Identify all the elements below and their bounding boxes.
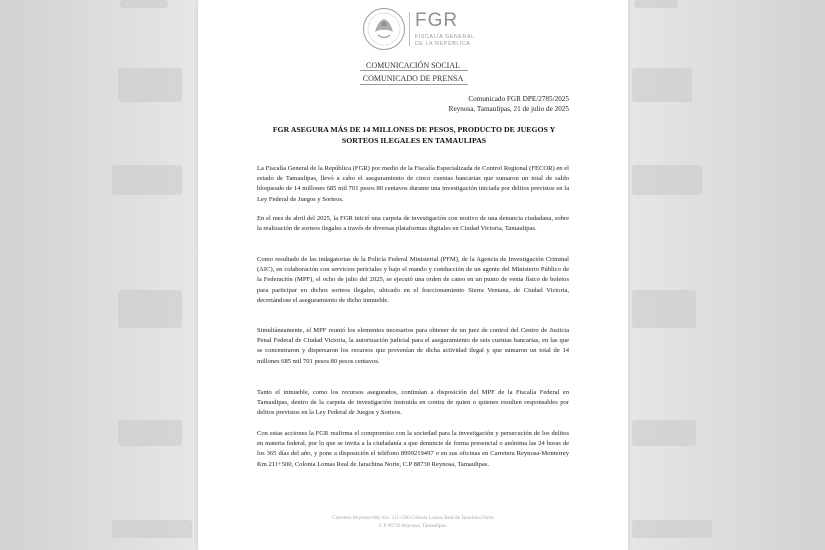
body-paragraph: En el mes de abril del 2025, la FGR inició una carpeta de investigación con motivo de una denuncia ciudadana, sobre la realización de sorteos ilegales a través de diversas plataformas digitales en Ciudad Victoria, Tamaulipas. — [257, 215, 569, 233]
body-paragraph: Con estas acciones la FGR reafirma el compromiso con la sociedad para la investigación y persecución de los delitos en materia federal, por lo que se invita a la ciudadanía a que denuncie de forma presencial o anónima las 24 horas de los 365 días del año, y pone a disposición el teléfono 8999219497 o en sus oficinas en Carretera Reynosa-Monterrey Km 211+500, Colonia Lomas Real de Jarachina Norte, C.P 88730 Reynosa, Tamaulipas. — [257, 430, 569, 468]
blurred-background-shape — [632, 290, 696, 328]
blurred-background-shape — [632, 165, 702, 195]
blurred-background-shape — [632, 420, 696, 446]
body-paragraph: Como resultado de las indagatorias de la Policía Federal Ministerial (PFM), de la Agencia de Investigación Criminal (AIC), en colaboración con servicios periciales y bajo el mando y conducción de un agente del Ministerio Público de la Federación (MPF), el ocho de julio del 2025, se ejecutó una orden de cateo en un punto de venta físico de boletos para participar en dichos sorteos ilegales, ubicado en el fraccionamiento Sierra Ventana, de Ciudad Victoria, decretándose el aseguramiento de dicho inmueble. — [257, 256, 569, 304]
blurred-background-shape — [632, 68, 692, 102]
blurred-background-shape — [118, 68, 182, 102]
blurred-background-left — [0, 0, 198, 550]
blurred-background-shape — [112, 520, 192, 538]
body-paragraph: Tanto el inmueble, como los recursos asegurados, continúan a disposición del MPF de la Fiscalía Federal en Tamaulipas, dentro de la carpeta de investigación instruida en contra de quien o quienes resulten responsables por delitos previstos en la Ley Federal de Juegos y Sorteos. — [257, 389, 569, 417]
blurred-background-shape — [118, 290, 182, 328]
document-header — [198, 7, 628, 51]
body-paragraph: La Fiscalía General de la República (FGR) por medio de la Fiscalía Especializada de Control Regional (FECOR) en el estado de Tamaulipas, llevó a cabo el aseguramiento de cinco cuentas bancarias que sumaron un total de saldo bloqueado de 14 millones 685 mil 701 pesos 80 centavos durante una investigación iniciada por delitos previstos en la Ley Federal de Juegos y Sorteos. — [257, 165, 569, 203]
blurred-background-shape — [118, 420, 182, 446]
body-paragraph: Simultáneamente, el MPF reunió los elementos necesarios para obtener de un juez de control del Centro de Justicia Penal Federal de Ciudad Victoria, la autorización judicial para el aseguramiento de seis cuentas bancarias, en las que se concentraron y dispersaron los recursos que provenían de dicha actividad ilegal y que sumaron un total de 14 millones 685 mil 701 pesos 80 pesos centavos. — [257, 327, 569, 365]
press-release-document — [198, 0, 628, 550]
footer-postal: C.P 88730 Reynosa, Tamaulipas. — [378, 523, 448, 529]
logo-separator — [409, 12, 410, 46]
department-label: COMUNICACIÓN SOCIAL — [365, 61, 460, 70]
national-seal-icon — [362, 7, 406, 51]
blurred-background-shape — [634, 0, 678, 8]
subdepartment-label: COMUNICADO DE PRENSA — [362, 74, 464, 83]
blurred-background-shape — [112, 165, 182, 195]
logo-subtitle: DE LA REPÚBLICA — [415, 41, 471, 47]
blurred-background-shape — [120, 0, 168, 8]
header-rule — [360, 70, 468, 71]
blurred-background-right — [628, 0, 825, 550]
header-rule — [360, 84, 468, 85]
blurred-background-shape — [632, 520, 712, 538]
footer-address: Carretera Reynosa-Mty km. 211+500 Colonia Lomas Real de Jarachina Norte — [332, 515, 494, 521]
bulletin-number: Comunicado FGR DPE/2785/2025 — [468, 95, 569, 103]
place-date: Reynosa, Tamaulipas, 21 de julio de 2025 — [448, 105, 569, 113]
logo-subtitle: FISCALÍA GENERAL — [415, 34, 475, 40]
headline: FGR ASEGURA MÁS DE 14 MILLONES DE PESOS, PRODUCTO DE JUEGOS Y SORTEOS ILEGALES EN TAMAULIPAS — [272, 125, 556, 145]
fgr-logo-text: FGR — [415, 10, 459, 31]
